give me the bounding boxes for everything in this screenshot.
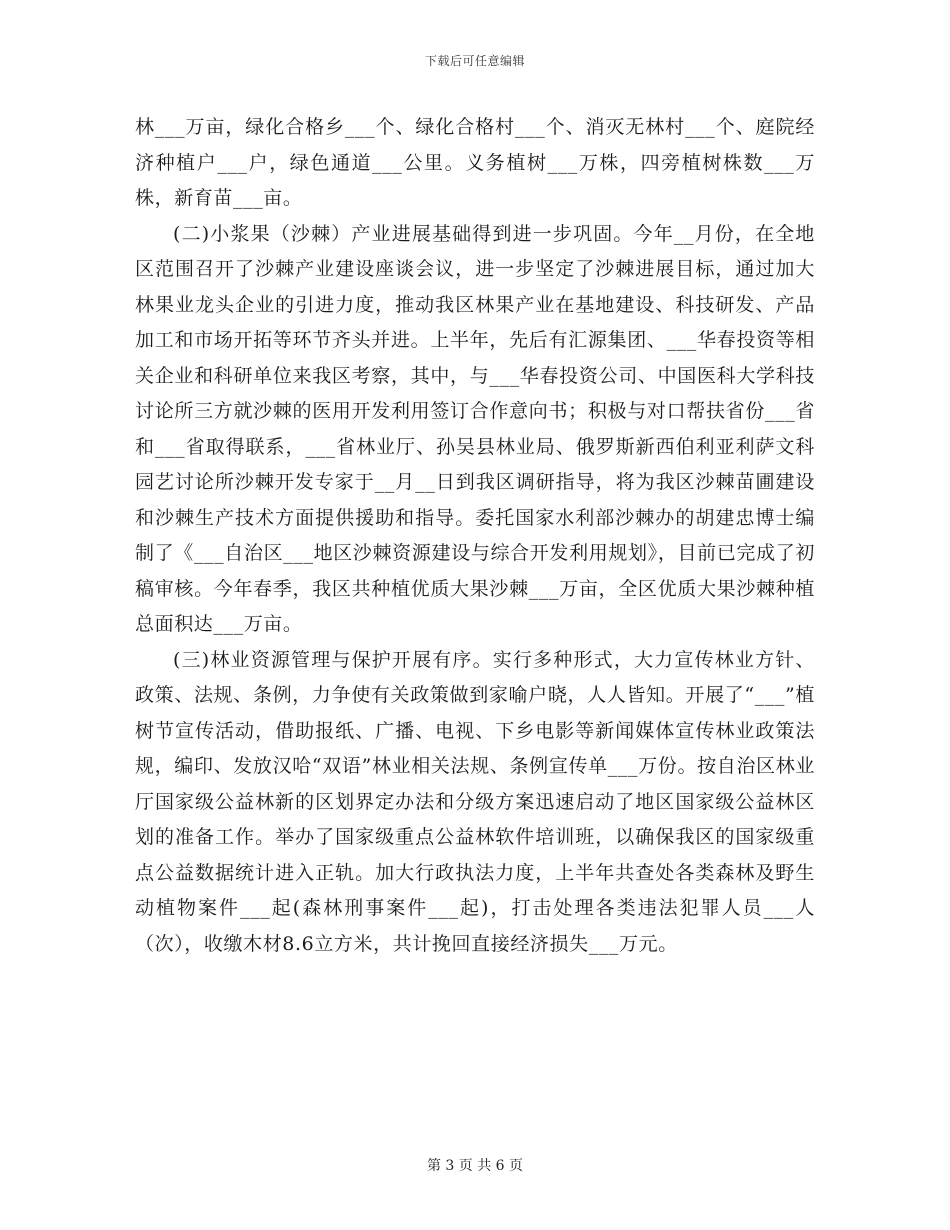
document-body bbox=[135, 110, 815, 962]
paragraph-forest-resource-management: (三)林业资源管理与保护开展有序。实行多种形式，大力宣传林业方针、政策、法规、条例，力争使有关政策做到家喻户晓，人人皆知。开展了“___”植树节宣传活动，借助报纸、广播、电视、下乡电影等新闻媒体宣传林业政策法规，编印、发放汉哈“双语”林业相关法规、条例宣传单___万份。按自治区林业厅国家级公益林新的区划界定办法和分级方案迅速启动了地区国家级公益林区划的准备工作。举办了国家级重点公益林软件培训班，以确保我区的国家级重点公益数据统计进入正轨。加大行政执法力度，上半年共查处各类森林及野生动植物案件___起(森林刑事案件___起)，打击处理各类违法犯罪人员___人（次），收缴木材8.6立方米，共计挽回直接经济损失___万元。 bbox=[135, 648, 815, 955]
page-header: 下载后可任意编辑 bbox=[424, 54, 525, 68]
paragraph-seabuckthorn-industry: (二)小浆果（沙棘）产业进展基础得到进一步巩固。今年__月份，在全地区范围召开了沙棘产业建设座谈会议，进一步坚定了沙棘进展目标，通过加大林果业龙头企业的引进力度，推动我区林果产业在基地建设、科技研发、产品加工和市场开拓等环节齐头并进。上半年，先后有汇源集团、___华春投资等相关企业和科研单位来我区考察，其中，与___华春投资公司、中国医科大学科技讨论所三方就沙棘的医用开发利用签订合作意向书；积极与对口帮扶省份___省和___省取得联系，___省林业厅、孙吴县林业局、俄罗斯新西伯利亚利萨文科园艺讨论所沙棘开发专家于__月__日到我区调研指导，将为我区沙棘苗圃建设和沙棘生产技术方面提供援助和指导。委托国家水利部沙棘办的胡建忠博士编制了《___自治区___地区沙棘资源建设与综合开发利用规划》，目前已完成了初稿审核。今年春季，我区共种植优质大果沙棘___万亩，全区优质大果沙棘种植总面积达___万亩。 bbox=[135, 222, 815, 635]
paragraph-afforestation-stats: 林___万亩，绿化合格乡___个、绿化合格村___个、消灭无林村___个、庭院经济种植户___户，绿色通道___公里。义务植树___万株，四旁植树株数___万株，新育苗___亩。 bbox=[135, 116, 815, 209]
page-footer: 第 3 页 共 6 页 bbox=[426, 1158, 524, 1174]
